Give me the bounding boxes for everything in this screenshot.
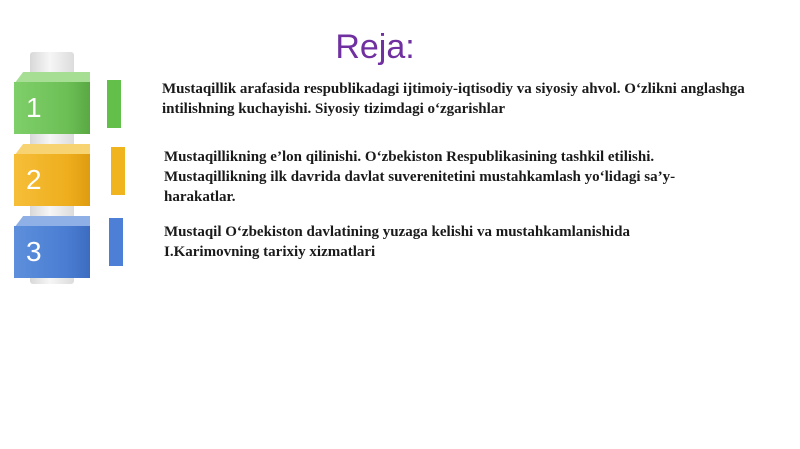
- plan-item-1: Mustaqillik arafasida respublikadagi ijtimoiy-iqtisodiy va siyosiy ahvol. O‘zlikni anglashga intilishning kuchayishi. Siyosiy tizimdagi o‘zgarishlar: [162, 81, 745, 117]
- slide-title: Reja:: [335, 28, 415, 66]
- accent-bar-2: [111, 147, 125, 195]
- plan-item-2: Mustaqillikning e’lon qilinishi. O‘zbekiston Respublikasining tashkil etilishi. Mustaqillikning ilk davrida davlat suverenitetini mustahkamlash yo‘lidagi sa’y-harakatlar.: [164, 149, 676, 205]
- plan-item-3: Mustaqil O‘zbekiston davlatining yuzaga kelishi va mustahkamlanishida I.Karimovning tarixiy xizmatlari: [164, 224, 630, 260]
- block-2-number: 2: [14, 154, 90, 206]
- block-1: [14, 72, 90, 134]
- accent-bar-3: [109, 218, 123, 266]
- accent-bar-1: [107, 80, 121, 128]
- block-1-number: 1: [14, 82, 90, 134]
- numbered-block-stack: [12, 52, 112, 292]
- block-3: [14, 216, 90, 278]
- block-3-number: 3: [14, 226, 90, 278]
- block-2: [14, 144, 90, 206]
